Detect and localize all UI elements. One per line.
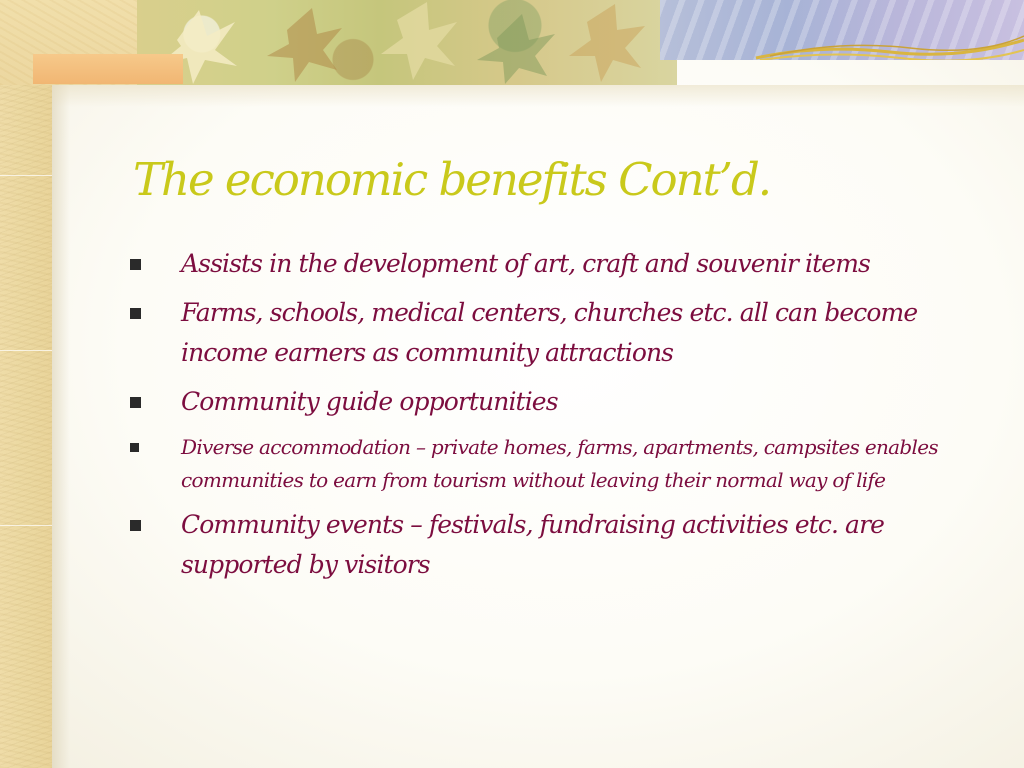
strip-seam [0,350,52,351]
banner-accent-bar [33,54,183,84]
bullet-list [130,244,1000,594]
square-bullet-icon [130,308,141,319]
bullet-text: Community events – festivals, fundraising activities etc. are supported by visitors [181,510,885,579]
strip-seam [0,525,52,526]
square-bullet-icon [130,520,141,531]
banner-leaves-image [137,0,677,85]
grass-illustration [660,0,1024,60]
strip-seam [0,175,52,176]
banner-blue-image [660,0,1024,60]
banner-shadow [52,85,1024,107]
bullet-text: Farms, schools, medical centers, churches etc. all can become income earners as community attractions [181,298,918,367]
bullet-item [130,293,1000,373]
square-bullet-icon [130,259,141,270]
strip-shadow [52,85,70,768]
slide-title: The economic benefits Cont’d. [133,153,771,206]
bullet-text: Community guide opportunities [181,387,558,416]
bullet-item [130,382,1000,422]
parchment-strip [0,0,52,768]
square-bullet-icon [130,443,139,452]
bullet-item [130,244,1000,284]
bullet-text: Assists in the development of art, craft and souvenir items [181,249,870,278]
leaves-illustration [137,0,677,85]
bullet-text: Diverse accommodation – private homes, farms, apartments, campsites enables communities to earn from tourism without leaving their normal way of life [181,435,938,492]
bullet-item [130,505,1000,585]
square-bullet-icon [130,397,141,408]
bullet-item [130,431,1000,497]
